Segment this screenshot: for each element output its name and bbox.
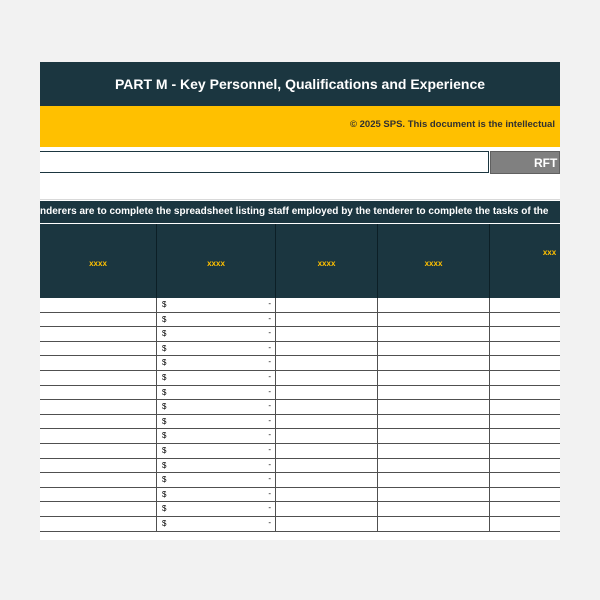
table-cell[interactable]	[378, 356, 490, 370]
table-cell[interactable]	[40, 386, 157, 400]
currency-symbol: $	[162, 416, 167, 426]
table-cell[interactable]	[157, 313, 276, 327]
currency-symbol: $	[162, 358, 167, 368]
column-header[interactable]: xxxx	[276, 224, 378, 298]
table-cell[interactable]	[378, 444, 490, 458]
table-cell[interactable]	[40, 517, 157, 531]
table-cell[interactable]	[490, 298, 560, 312]
table-cell[interactable]	[490, 342, 560, 356]
currency-symbol: $	[162, 343, 167, 353]
table-cell[interactable]	[157, 502, 276, 516]
table-cell[interactable]	[276, 444, 378, 458]
table-cell[interactable]	[40, 473, 157, 487]
spreadsheet	[40, 62, 560, 540]
table-cell[interactable]	[157, 444, 276, 458]
zero-value-dash: -	[268, 518, 271, 527]
table-cell[interactable]	[276, 502, 378, 516]
table-cell[interactable]	[378, 517, 490, 531]
table-cell[interactable]	[157, 459, 276, 473]
table-cell[interactable]	[490, 488, 560, 502]
table-cell[interactable]	[276, 400, 378, 414]
currency-symbol: $	[162, 329, 167, 339]
table-cell[interactable]	[40, 327, 157, 341]
table-row	[40, 444, 560, 459]
table-cell[interactable]	[40, 488, 157, 502]
zero-value-dash: -	[268, 445, 271, 454]
table-row	[40, 342, 560, 357]
currency-symbol: $	[162, 387, 167, 397]
zero-value-dash: -	[268, 299, 271, 308]
table-cell[interactable]	[276, 298, 378, 312]
table-cell[interactable]	[276, 415, 378, 429]
table-cell[interactable]	[490, 327, 560, 341]
table-row	[40, 517, 560, 532]
zero-value-dash: -	[268, 415, 271, 425]
table-cell[interactable]	[40, 298, 157, 312]
table-cell[interactable]	[276, 313, 378, 327]
table-cell[interactable]	[276, 459, 378, 473]
table-cell[interactable]	[276, 488, 378, 502]
table-cell[interactable]	[378, 473, 490, 487]
zero-value-dash: -	[268, 386, 271, 396]
table-row	[40, 415, 560, 430]
table-cell[interactable]	[378, 429, 490, 443]
copyright-bar	[40, 106, 560, 147]
table-cell[interactable]	[157, 517, 276, 531]
table-cell[interactable]	[490, 386, 560, 400]
currency-symbol: $	[162, 475, 167, 485]
table-cell[interactable]	[40, 502, 157, 516]
blank-row[interactable]	[40, 174, 560, 200]
table-row	[40, 386, 560, 401]
zero-value-dash: -	[268, 401, 271, 411]
rft-label: RFT	[534, 156, 558, 170]
table-cell[interactable]	[378, 298, 490, 312]
table-cell[interactable]	[40, 415, 157, 429]
table-cell[interactable]	[378, 459, 490, 473]
table-row	[40, 327, 560, 342]
table-cell[interactable]	[40, 400, 157, 414]
table-row	[40, 356, 560, 371]
table-cell[interactable]	[490, 415, 560, 429]
table-cell[interactable]	[157, 371, 276, 385]
table-row	[40, 473, 560, 488]
table-cell[interactable]	[40, 313, 157, 327]
table-cell[interactable]	[276, 356, 378, 370]
table-row	[40, 488, 560, 503]
table-cell[interactable]	[490, 371, 560, 385]
table-cell[interactable]	[157, 415, 276, 429]
zero-value-dash: -	[268, 372, 271, 381]
table-cell[interactable]	[378, 386, 490, 400]
table-cell[interactable]	[157, 342, 276, 356]
column-header[interactable]: xxxx	[40, 224, 157, 298]
table-cell[interactable]	[490, 502, 560, 516]
table-cell[interactable]	[378, 502, 490, 516]
table-cell[interactable]	[276, 473, 378, 487]
table-cell[interactable]	[157, 356, 276, 370]
table-row	[40, 371, 560, 386]
table-cell[interactable]	[378, 415, 490, 429]
table-cell[interactable]	[378, 371, 490, 385]
table-cell[interactable]	[490, 444, 560, 458]
zero-value-dash: -	[268, 503, 271, 513]
zero-value-dash: -	[268, 357, 271, 367]
table-row	[40, 429, 560, 444]
table-cell[interactable]	[276, 371, 378, 385]
table-row	[40, 400, 560, 415]
currency-symbol: $	[162, 373, 167, 382]
table-cell[interactable]	[40, 459, 157, 473]
table-cell[interactable]	[378, 400, 490, 414]
table-cell[interactable]	[378, 488, 490, 502]
table-cell[interactable]	[276, 327, 378, 341]
table-cell[interactable]	[276, 342, 378, 356]
table-cell[interactable]	[40, 429, 157, 443]
page-title: PART M - Key Personnel, Qualifications and Experience	[114, 76, 486, 92]
table-cell[interactable]	[157, 298, 276, 312]
table-cell[interactable]	[276, 386, 378, 400]
instructions-text: nderers are to complete the spreadsheet listing staff employed by the tenderer to complete the tasks of the	[40, 206, 549, 217]
rft-name-cell[interactable]	[40, 151, 489, 173]
table-row	[40, 298, 560, 313]
table-cell[interactable]	[490, 313, 560, 327]
table-cell[interactable]	[40, 371, 157, 385]
column-header[interactable]: xxx	[490, 224, 560, 298]
instructions-bar	[40, 201, 560, 223]
table-cell[interactable]	[157, 327, 276, 341]
copyright-notice: © 2025 SPS. This document is the intellectual	[350, 119, 555, 130]
table-header	[40, 224, 560, 298]
rft-label-cell	[490, 151, 560, 174]
currency-symbol: $	[162, 402, 167, 412]
table-cell[interactable]	[490, 517, 560, 531]
currency-symbol: $	[162, 446, 167, 455]
table-cell[interactable]	[157, 488, 276, 502]
table-row	[40, 313, 560, 328]
table-cell[interactable]	[490, 459, 560, 473]
table-cell[interactable]	[490, 400, 560, 414]
table-cell[interactable]	[40, 356, 157, 370]
zero-value-dash: -	[268, 342, 271, 352]
table-cell[interactable]	[157, 386, 276, 400]
currency-symbol: $	[162, 489, 167, 499]
table-cell[interactable]	[157, 473, 276, 487]
zero-value-dash: -	[268, 328, 271, 338]
zero-value-dash: -	[268, 474, 271, 484]
table-row	[40, 459, 560, 474]
table-cell[interactable]	[40, 444, 157, 458]
table-cell[interactable]	[490, 473, 560, 487]
title-bar	[40, 62, 560, 106]
currency-symbol: $	[162, 300, 167, 309]
table-cell[interactable]	[276, 429, 378, 443]
zero-value-dash: -	[268, 488, 271, 498]
table-row	[40, 502, 560, 517]
table-cell[interactable]	[276, 517, 378, 531]
zero-value-dash: -	[268, 459, 271, 469]
table-cell[interactable]	[40, 342, 157, 356]
zero-value-dash: -	[268, 313, 271, 323]
currency-symbol: $	[162, 431, 167, 441]
table-cell[interactable]	[157, 400, 276, 414]
table-cell[interactable]	[378, 313, 490, 327]
table-cell[interactable]	[157, 429, 276, 443]
currency-symbol: $	[162, 314, 167, 324]
table-cell[interactable]	[490, 429, 560, 443]
zero-value-dash: -	[268, 430, 271, 440]
column-header[interactable]: xxxx	[378, 224, 490, 298]
table-cell[interactable]	[378, 342, 490, 356]
currency-symbol: $	[162, 460, 167, 470]
table-cell[interactable]	[490, 356, 560, 370]
column-header[interactable]: xxxx	[157, 224, 276, 298]
table-cell[interactable]	[378, 327, 490, 341]
currency-symbol: $	[162, 504, 167, 514]
currency-symbol: $	[162, 519, 167, 528]
